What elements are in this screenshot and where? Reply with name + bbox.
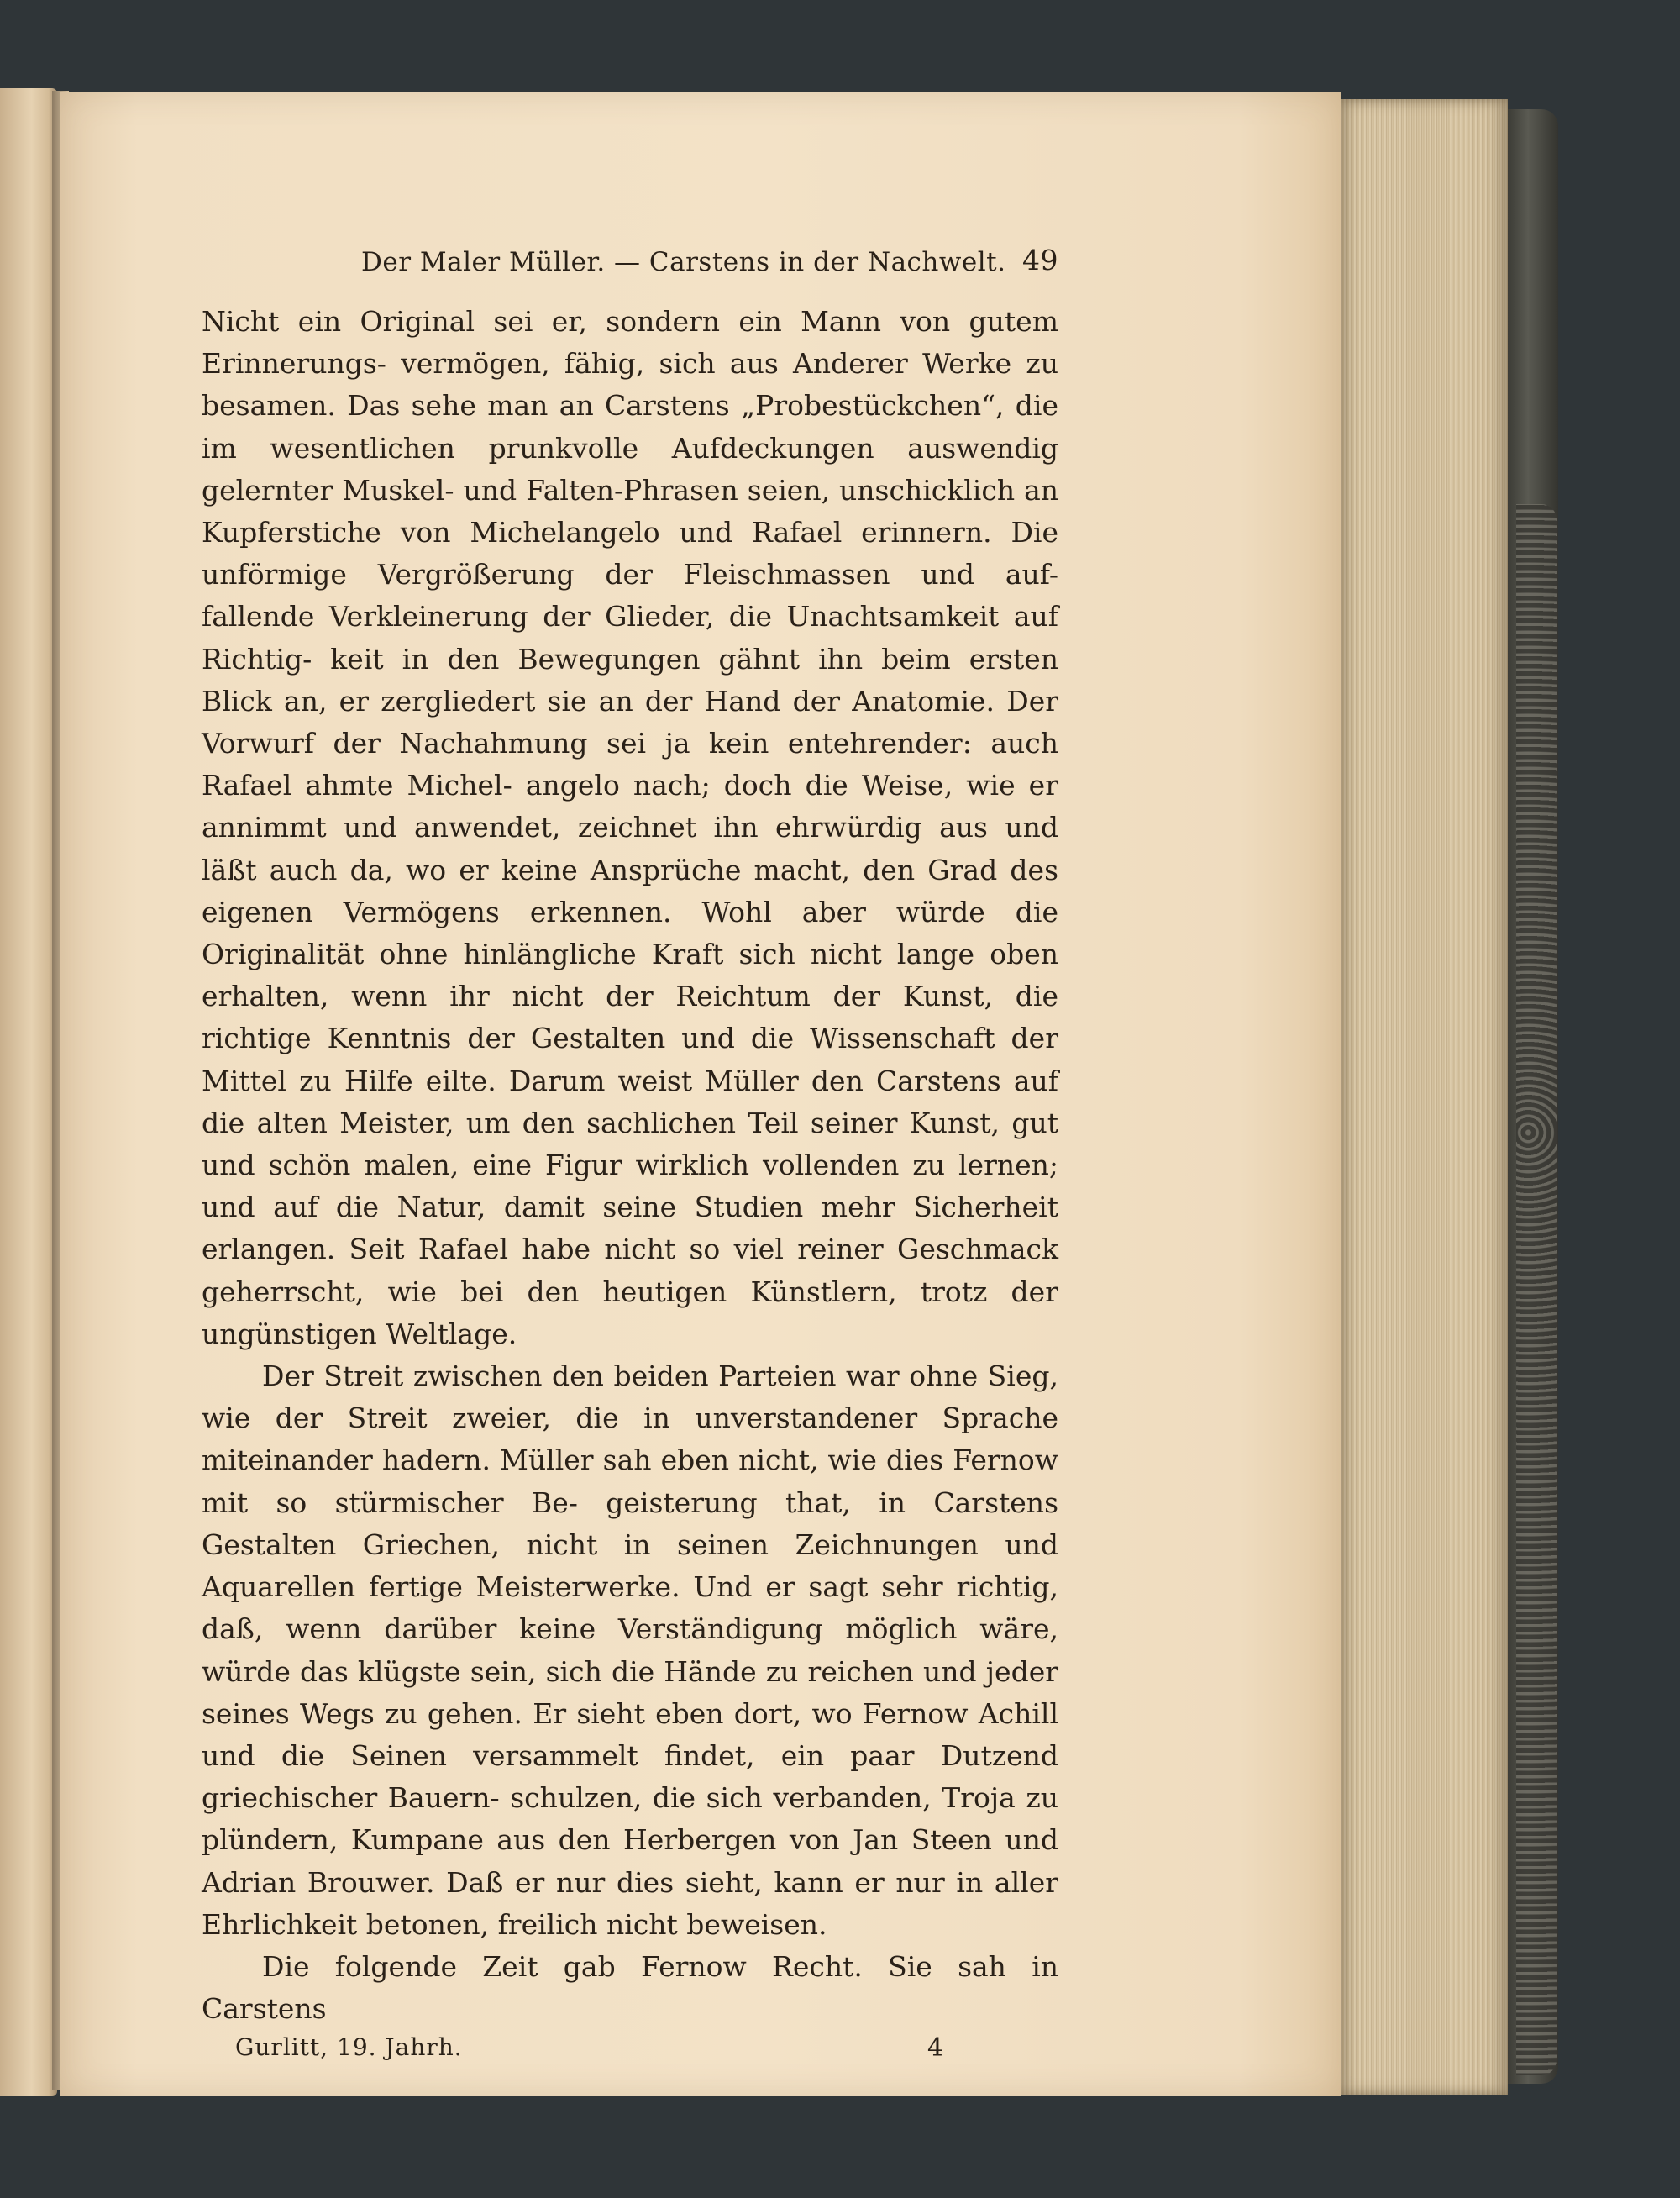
page-block-edge [1341, 99, 1508, 2095]
page-footer [202, 2033, 1058, 2067]
body-text [202, 301, 1058, 2030]
left-page-edge [0, 88, 57, 2096]
paragraph: Nicht ein Original sei er, sondern ein Mann von gutem Erinnerungs- vermögen, fähig, sich aus Anderer Werke zu besamen. Das sehe man an Carstens „Probestückchen“, die im wesentlichen prunkvolle Aufdeckungen auswendig gelernter Muskel- und Falten-Phrasen seien, unschicklich an Kupferstiche von Michelangelo und Rafael erinnern. Die unförmige Vergrößerung der Fleischmassen und auf- fallende Verkleinerung der Glieder, die Unachtsamkeit auf Richtig- keit in den Bewegungen gähnt ihn beim ersten Blick an, er zergliedert sie an der Hand der Anatomie. Der Vorwurf der Nachahmung sei ja kein entehrender: auch Rafael ahmte Michel- angelo nach; doch die Weise, wie er annimmt und anwendet, zeichnet ihn ehrwürdig aus und läßt auch da, wo er keine Ansprüche macht, den Grad des eigenen Vermögens erkennen. Wohl aber würde die Originalität ohne hinlängliche Kraft sich nicht lange oben erhalten, wenn ihr nicht der Reichtum der Kunst, die richtige Kenntnis der Gestalten und die Wissenschaft der Mittel zu Hilfe eilte. Darum weist Müller den Carstens auf die alten Meister, um den sachlichen Teil seiner Kunst, gut und schön malen, eine Figur wirklich vollenden zu lernen; und auf die Natur, damit seine Studien mehr Sicherheit erlangen. Seit Rafael habe nicht so viel reiner Geschmack geherrscht, wie bei den heutigen Künstlern, trotz der ungünstigen Weltlage. [202, 305, 1058, 1350]
sheet-number: 4 [927, 2033, 944, 2064]
paragraph: Der Streit zwischen den beiden Parteien war ohne Sieg, wie der Streit zweier, die in unverstandener Sprache miteinander hadern. Müller sah eben nicht, wie dies Fernow mit so stürmischer Be- geisterung that, in Carstens Gestalten Griechen, nicht in seinen Zeichnungen und Aquarellen fertige Meisterwerke. Und er sagt sehr richtig, daß, wenn darüber keine Verständigung möglich wäre, würde das klügste sein, sich die Hände zu reichen und jeder seines Wegs zu gehen. Er sieht eben dort, wo Fernow Achill und die Seinen versammelt findet, ein paar Dutzend griechischer Bauern- schulzen, die sich verbanden, Troja zu plündern, Kumpane aus den Herbergen von Jan Steen und Adrian Brouwer. Daß er nur dies sieht, kann er nur in aller Ehrlichkeit betonen, freilich nicht beweisen. [202, 1359, 1058, 1941]
page-text-block [202, 235, 1058, 2067]
page-header [202, 235, 1058, 286]
paragraph: Die folgende Zeit gab Fernow Recht. Sie sah in Carstens [202, 1949, 1058, 2026]
marbled-cover-pattern [1516, 504, 1557, 2075]
printer-signature: Gurlitt, 19. Jahrh. [235, 2033, 463, 2062]
page-number: 49 [1022, 244, 1058, 276]
running-title: Der Maler Müller. — Carstens in der Nachwelt. [361, 247, 1006, 277]
